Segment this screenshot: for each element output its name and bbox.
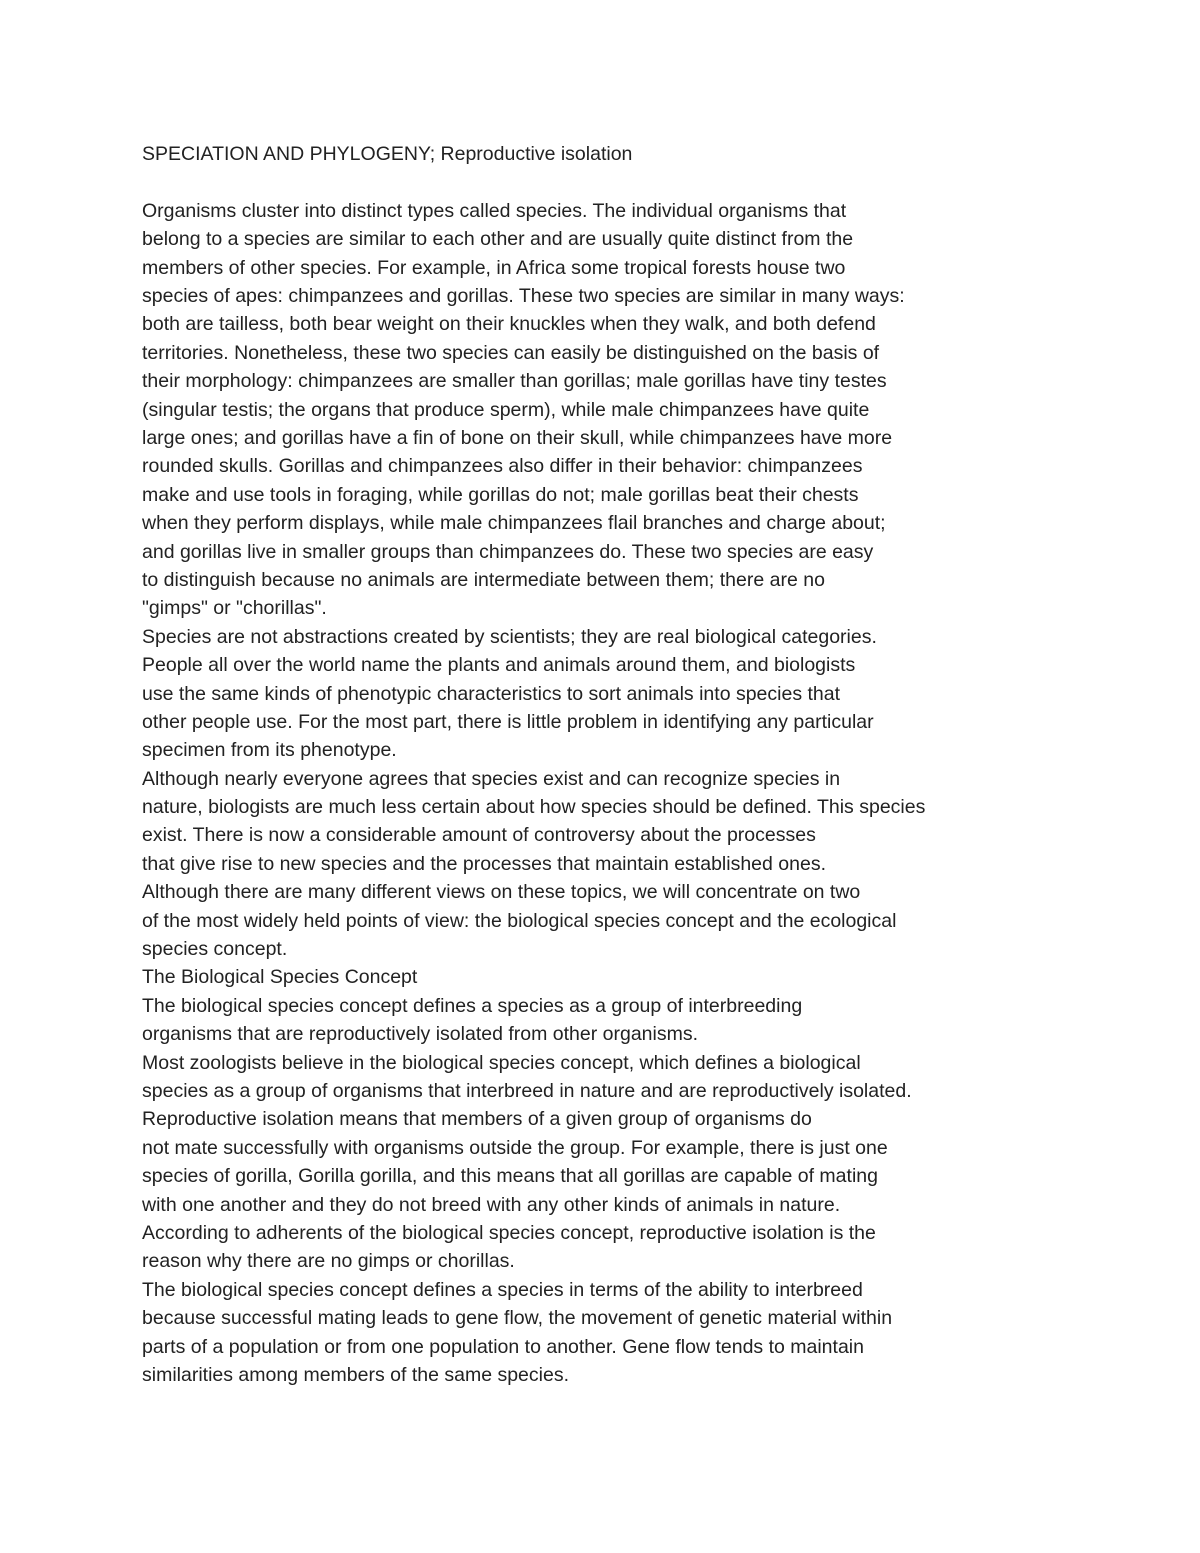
text-line: The biological species concept defines a species as a group of interbreeding (142, 994, 803, 1017)
text-line: The Biological Species Concept (142, 966, 418, 989)
text-line: Species are not abstractions created by scientists; they are real biological categories. (142, 625, 877, 648)
text-line: of the most widely held points of view: the biological species concept and the ecological (142, 909, 897, 932)
text-line: nature, biologists are much less certain about how species should be defined. This species (142, 796, 926, 819)
text-line: both are tailless, both bear weight on their knuckles when they walk, and both defend (142, 313, 876, 336)
text-line: exist. There is now a considerable amount of controversy about the processes (142, 824, 816, 847)
text-line: that give rise to new species and the processes that maintain established ones. (142, 852, 826, 875)
text-line: their morphology: chimpanzees are smaller than gorillas; male gorillas have tiny testes (142, 370, 887, 393)
document-body (142, 140, 1172, 1389)
text-line: People all over the world name the plants and animals around them, and biologists (142, 654, 856, 677)
text-line: Although nearly everyone agrees that species exist and can recognize species in (142, 767, 841, 790)
text-line: use the same kinds of phenotypic characteristics to sort animals into species that (142, 682, 841, 705)
text-line: species of apes: chimpanzees and gorillas. These two species are similar in many ways: (142, 285, 905, 308)
text-line: large ones; and gorillas have a fin of bone on their skull, while chimpanzees have more (142, 427, 893, 450)
text-line: "gimps" or "chorillas". (142, 597, 327, 620)
text-line: specimen from its phenotype. (142, 739, 397, 762)
text-line: similarities among members of the same species. (142, 1363, 569, 1386)
text-line: not mate successfully with organisms outside the group. For example, there is just one (142, 1136, 888, 1159)
text-line: belong to a species are similar to each other and are usually quite distinct from the (142, 228, 854, 251)
text-line: Most zoologists believe in the biological species concept, which defines a biological (142, 1051, 861, 1074)
text-line: with one another and they do not breed with any other kinds of animals in nature. (142, 1193, 841, 1216)
text-line: and gorillas live in smaller groups than chimpanzees do. These two species are easy (142, 540, 874, 563)
text-line: (singular testis; the organs that produce sperm), while male chimpanzees have quite (142, 398, 870, 421)
text-line: organisms that are reproductively isolated from other organisms. (142, 1023, 698, 1046)
text-line: Although there are many different views on these topics, we will concentrate on two (142, 881, 861, 904)
text-line: members of other species. For example, in Africa some tropical forests house two (142, 256, 846, 279)
text-line: make and use tools in foraging, while gorillas do not; male gorillas beat their chests (142, 483, 859, 506)
text-line: because successful mating leads to gene flow, the movement of genetic material within (142, 1307, 893, 1330)
text-line: rounded skulls. Gorillas and chimpanzees also differ in their behavior: chimpanzees (142, 455, 863, 478)
text-line: species concept. (142, 938, 288, 961)
document-title: SPECIATION AND PHYLOGENY; Reproductive isolation (142, 143, 633, 165)
document-text (142, 197, 1172, 1389)
text-line: Reproductive isolation means that members of a given group of organisms do (142, 1108, 812, 1131)
text-line: other people use. For the most part, there is little problem in identifying any particular (142, 710, 874, 733)
text-line: The biological species concept defines a species in terms of the ability to interbreed (142, 1278, 863, 1301)
text-line: to distinguish because no animals are intermediate between them; there are no (142, 568, 825, 591)
text-line: species of gorilla, Gorilla gorilla, and this means that all gorillas are capable of mating (142, 1165, 878, 1188)
text-line: reason why there are no gimps or chorillas. (142, 1250, 515, 1273)
text-line: territories. Nonetheless, these two species can easily be distinguished on the basis of (142, 341, 880, 364)
text-line: parts of a population or from one population to another. Gene flow tends to maintain (142, 1335, 864, 1358)
text-line: when they perform displays, while male chimpanzees flail branches and charge about; (142, 512, 886, 535)
text-line: Organisms cluster into distinct types called species. The individual organisms that (142, 199, 847, 222)
text-line: According to adherents of the biological species concept, reproductive isolation is the (142, 1221, 876, 1244)
text-line: species as a group of organisms that interbreed in nature and are reproductively isolated. (142, 1080, 912, 1102)
